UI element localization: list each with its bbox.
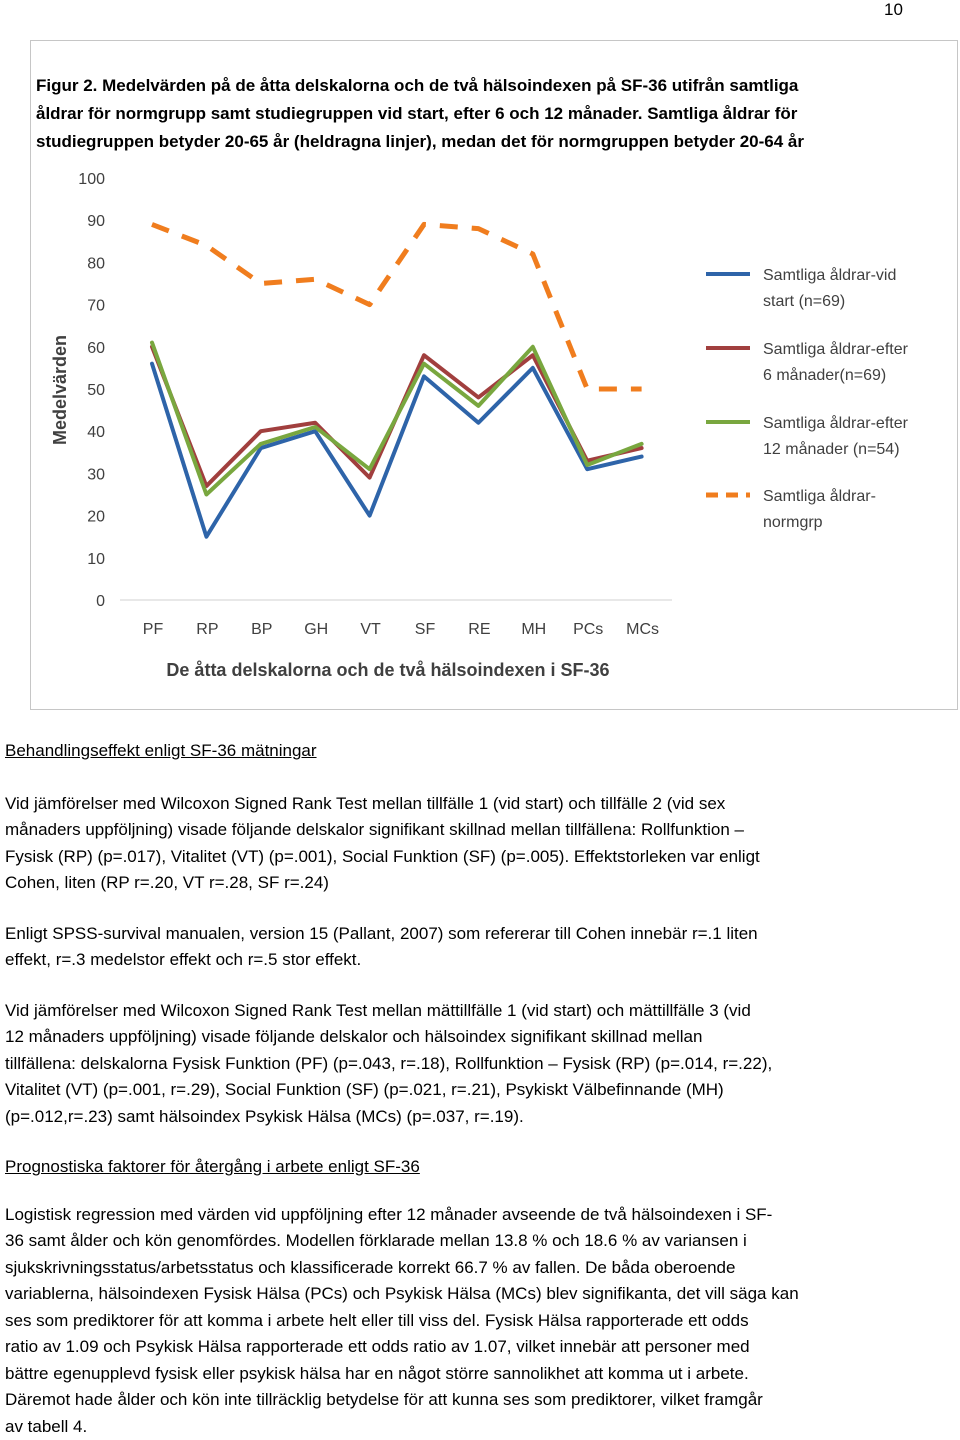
y-tick-label: 70 xyxy=(87,298,105,315)
legend-label: Samtliga åldrar-efter xyxy=(763,414,909,432)
series-line xyxy=(152,343,642,495)
caption-line: åldrar för normgrupp samt studiegruppen vid start, efter 6 och 12 månader. Samtliga åldrar för xyxy=(36,100,936,128)
paragraph xyxy=(5,1202,905,1440)
x-axis-title: De åtta delskalorna och de två hälsoindexen i SF-36 xyxy=(166,660,609,680)
x-tick-label: PF xyxy=(143,621,164,638)
y-tick-label: 100 xyxy=(78,171,105,188)
paragraph xyxy=(5,921,905,974)
legend-label: 12 månader (n=54) xyxy=(763,440,900,458)
series-line xyxy=(152,224,642,389)
x-tick-label: VT xyxy=(360,621,381,638)
x-tick-label: MCs xyxy=(626,621,659,638)
y-tick-label: 90 xyxy=(87,213,105,230)
text-line: Vid jämförelser med Wilcoxon Signed Rank Test mellan mättillfälle 1 (vid start) och mättillfälle 3 (vid xyxy=(5,998,905,1025)
y-tick-label: 10 xyxy=(87,551,105,568)
text-line: ses som prediktorer för att komma i arbete helt eller till viss del. Fysisk Hälsa rapporterade ett odds xyxy=(5,1308,905,1335)
section-behandlingseffekt xyxy=(5,738,905,1130)
y-tick-label: 50 xyxy=(87,382,105,399)
section-prognostiska xyxy=(5,1154,905,1440)
y-tick-label: 0 xyxy=(96,593,105,610)
text-line: Logistisk regression med värden vid uppföljning efter 12 månader avseende de två hälsoindexen i SF- xyxy=(5,1202,905,1229)
legend-label: start (n=69) xyxy=(763,293,845,310)
paragraph xyxy=(5,998,905,1131)
text-line: (p=.012,r=.23) samt hälsoindex Psykisk Hälsa (MCs) (p=.037, r=.19). xyxy=(5,1104,905,1131)
page-number: 10 xyxy=(884,0,903,20)
legend-label: Samtliga åldrar-vid xyxy=(763,266,896,284)
text-line: sjukskrivningsstatus/arbetsstatus och klassificerade korrekt 66.7 % av fallen. De båda oberoende xyxy=(5,1255,905,1282)
series-line xyxy=(152,364,642,537)
text-line: bättre egenupplevd fysisk eller psykisk hälsa har en något större sannolikhet att komma ut i arbete. xyxy=(5,1361,905,1388)
y-axis-title: Medelvärden xyxy=(50,335,70,445)
text-line: tillfällena: delskalorna Fysisk Funktion (PF) (p=.043, r=.18), Rollfunktion – Fysisk (RP) (p=.014, r=.22), xyxy=(5,1051,905,1078)
caption-line: studiegruppen betyder 20-65 år (heldragna linjer), medan det för normgruppen betyder 20-64 år xyxy=(36,128,936,156)
text-line: variablerna, hälsoindexen Fysisk Hälsa (PCs) och Psykisk Hälsa (MCs) blev signifikanta, det vill säga kan xyxy=(5,1281,905,1308)
x-tick-label: MH xyxy=(521,621,546,638)
y-tick-label: 20 xyxy=(87,509,105,526)
x-tick-label: BP xyxy=(251,621,272,638)
text-line: Cohen, liten (RP r=.20, VT r=.28, SF r=.24) xyxy=(5,870,905,897)
text-line: Enligt SPSS-survival manualen, version 15 (Pallant, 2007) som refererar till Cohen innebär r=.1 liten xyxy=(5,921,905,948)
text-line: Vid jämförelser med Wilcoxon Signed Rank Test mellan tillfälle 1 (vid start) och tillfälle 2 (vid sex xyxy=(5,791,905,818)
x-tick-label: PCs xyxy=(573,621,603,638)
caption-line: Figur 2. Medelvärden på de åtta delskalorna och de två hälsoindexen på SF-36 utifrån samtliga xyxy=(36,72,936,100)
section-heading: Prognostiska faktorer för återgång i arbete enligt SF-36 xyxy=(5,1154,905,1181)
y-tick-label: 30 xyxy=(87,466,105,483)
paragraph xyxy=(5,791,905,897)
legend-label: Samtliga åldrar-efter xyxy=(763,340,909,358)
text-line: 12 månaders uppföljning) visade följande delskalor och hälsoindex signifikant skillnad mellan xyxy=(5,1024,905,1051)
text-line: Fysisk (RP) (p=.017), Vitalitet (VT) (p=.001), Social Funktion (SF) (p=.005). Effektstorleken var enligt xyxy=(5,844,905,871)
text-line: Vitalitet (VT) (p=.001, r=.29), Social Funktion (SF) (p=.021, r=.21), Psykiskt Välbefinnande (MH) xyxy=(5,1077,905,1104)
x-tick-label: GH xyxy=(304,621,328,638)
legend-label: normgrp xyxy=(763,514,823,531)
text-line: effekt, r=.3 medelstor effekt och r=.5 stor effekt. xyxy=(5,947,905,974)
text-line: månaders uppföljning) visade följande delskalor signifikant skillnad mellan tillfällena: Rollfunktion – xyxy=(5,817,905,844)
y-tick-label: 60 xyxy=(87,340,105,357)
text-line: 36 samt ålder och kön genomfördes. Modellen förklarade mellan 13.8 % och 18.6 % av variansen i xyxy=(5,1228,905,1255)
x-tick-label: SF xyxy=(415,621,436,638)
y-tick-label: 80 xyxy=(87,255,105,272)
x-tick-label: RE xyxy=(468,621,490,638)
section-heading: Behandlingseffekt enligt SF-36 mätningar xyxy=(5,738,905,765)
y-tick-label: 40 xyxy=(87,424,105,441)
legend-label: 6 månader(n=69) xyxy=(763,366,886,384)
legend-label: Samtliga åldrar- xyxy=(763,487,876,505)
text-line: av tabell 4. xyxy=(5,1414,905,1440)
text-line: Däremot hade ålder och kön inte tillräcklig betydelse för att kunna ses som prediktorer, vilket framgår xyxy=(5,1387,905,1414)
text-line: ratio av 1.09 och Psykisk Hälsa rapporterade ett odds ratio av 1.07, vilket innebär att personer med xyxy=(5,1334,905,1361)
x-tick-label: RP xyxy=(196,621,218,638)
